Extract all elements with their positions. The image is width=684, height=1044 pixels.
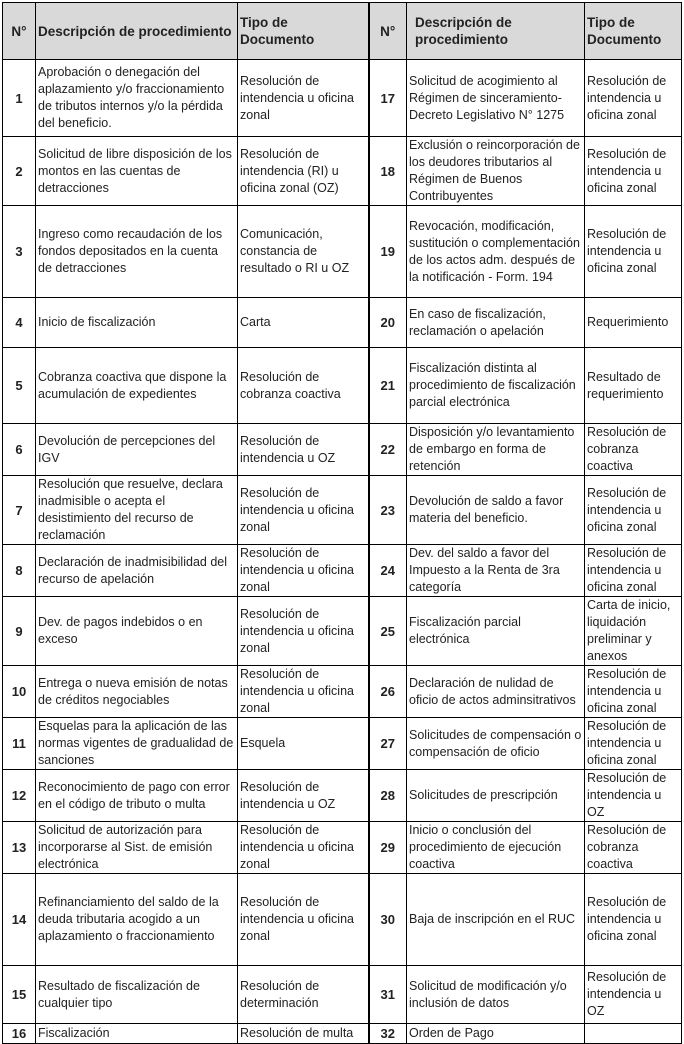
row-number: 4 <box>3 298 36 348</box>
header-number: N° <box>3 3 36 60</box>
row-document-type: Resolución de determinación <box>238 966 369 1024</box>
row-description: Reconocimiento de pago con error en el código de tributo o multa <box>36 770 238 822</box>
row-description-2: Fiscalización parcial electrónica <box>407 597 585 666</box>
table-row <box>3 1024 682 1044</box>
row-document-type-2: Resolución de intendencia u OZ <box>585 770 682 822</box>
row-document-type: Resolución de intendencia u oficina zonal <box>238 545 369 597</box>
row-description: Esquelas para la aplicación de las normas vigentes de gradualidad de sanciones <box>36 718 238 770</box>
row-number-2: 26 <box>369 666 407 718</box>
row-number-2: 19 <box>369 206 407 298</box>
row-description-2: Declaración de nulidad de oficio de actos adminsitrativos <box>407 666 585 718</box>
table-row <box>3 476 682 545</box>
row-description-2: Solicitud de modificación y/o inclusión de datos <box>407 966 585 1024</box>
row-number-2: 21 <box>369 348 407 424</box>
row-document-type-2: Requerimiento <box>585 298 682 348</box>
row-description: Dev. de pagos indebidos o en exceso <box>36 597 238 666</box>
row-description: Refinanciamiento del saldo de la deuda tributaria acogido a un aplazamiento o fraccionamiento <box>36 874 238 966</box>
row-number: 12 <box>3 770 36 822</box>
table-row <box>3 597 682 666</box>
row-document-type: Resolución de intendencia u oficina zonal <box>238 597 369 666</box>
row-description: Resolución que resuelve, declara inadmisible o acepta el desistimiento del recurso de reclamación <box>36 476 238 545</box>
row-document-type: Resolución de multa <box>238 1024 369 1044</box>
row-description-2: Solicitudes de compensación o compensación de oficio <box>407 718 585 770</box>
row-number: 13 <box>3 822 36 874</box>
row-description: Devolución de percepciones del IGV <box>36 424 238 476</box>
table-row <box>3 348 682 424</box>
row-number: 2 <box>3 137 36 206</box>
row-document-type-2: Resolución de intendencia u oficina zonal <box>585 137 682 206</box>
row-document-type-2: Resolución de cobranza coactiva <box>585 822 682 874</box>
row-description-2: Orden de Pago <box>407 1024 585 1044</box>
row-number-2: 32 <box>369 1024 407 1044</box>
row-document-type-2: Resolución de intendencia u oficina zonal <box>585 206 682 298</box>
header-row <box>3 3 682 60</box>
row-document-type: Resolución de cobranza coactiva <box>238 348 369 424</box>
header-document-type: Tipo de Documento <box>238 3 369 60</box>
header-description-2: Descripción de procedimiento <box>407 3 585 60</box>
row-number: 16 <box>3 1024 36 1044</box>
row-number-2: 22 <box>369 424 407 476</box>
table-row <box>3 298 682 348</box>
row-document-type: Resolución de intendencia u OZ <box>238 770 369 822</box>
row-description-2: Disposición y/o levantamiento de embargo en forma de retención <box>407 424 585 476</box>
row-number-2: 17 <box>369 60 407 137</box>
row-number-2: 31 <box>369 966 407 1024</box>
row-document-type-2: Resolución de intendencia u oficina zonal <box>585 874 682 966</box>
row-document-type-2 <box>585 1024 682 1044</box>
row-description-2: Revocación, modificación, sustitución o complementación de los actos adm. después de la notificación - Form. 194 <box>407 206 585 298</box>
row-number-2: 20 <box>369 298 407 348</box>
row-description: Cobranza coactiva que dispone la acumulación de expedientes <box>36 348 238 424</box>
row-description-2: En caso de fiscalización, reclamación o apelación <box>407 298 585 348</box>
row-description: Resultado de fiscalización de cualquier tipo <box>36 966 238 1024</box>
row-number: 6 <box>3 424 36 476</box>
row-document-type: Resolución de intendencia u oficina zonal <box>238 60 369 137</box>
row-description-2: Devolución de saldo a favor materia del beneficio. <box>407 476 585 545</box>
row-description-2: Solicitudes de prescripción <box>407 770 585 822</box>
row-number: 7 <box>3 476 36 545</box>
table-row <box>3 966 682 1024</box>
row-number-2: 25 <box>369 597 407 666</box>
row-description-2: Fiscalización distinta al procedimiento de fiscalización parcial electrónica <box>407 348 585 424</box>
row-document-type-2: Resolución de intendencia u oficina zonal <box>585 545 682 597</box>
row-document-type: Resolución de intendencia (RI) u oficina zonal (OZ) <box>238 137 369 206</box>
row-document-type: Resolución de intendencia u OZ <box>238 424 369 476</box>
table-row <box>3 718 682 770</box>
table-row <box>3 424 682 476</box>
table-row <box>3 874 682 966</box>
row-number-2: 18 <box>369 137 407 206</box>
row-document-type: Comunicación, constancia de resultado o RI u OZ <box>238 206 369 298</box>
row-document-type-2: Resultado de requerimiento <box>585 348 682 424</box>
row-document-type: Resolución de intendencia u oficina zonal <box>238 476 369 545</box>
row-document-type-2: Resolución de cobranza coactiva <box>585 424 682 476</box>
row-number: 14 <box>3 874 36 966</box>
row-description-2: Inicio o conclusión del procedimiento de ejecución coactiva <box>407 822 585 874</box>
row-description: Inicio de fiscalización <box>36 298 238 348</box>
table-row <box>3 60 682 137</box>
header-number-2: N° <box>369 3 407 60</box>
table-row <box>3 137 682 206</box>
row-number-2: 27 <box>369 718 407 770</box>
row-description: Fiscalización <box>36 1024 238 1044</box>
row-number: 5 <box>3 348 36 424</box>
row-number-2: 29 <box>369 822 407 874</box>
row-number-2: 30 <box>369 874 407 966</box>
row-description: Solicitud de libre disposición de los montos en las cuentas de detracciones <box>36 137 238 206</box>
row-document-type: Resolución de intendencia u oficina zonal <box>238 874 369 966</box>
row-document-type: Esquela <box>238 718 369 770</box>
table-row <box>3 666 682 718</box>
row-document-type: Carta <box>238 298 369 348</box>
row-document-type-2: Resolución de intendencia u OZ <box>585 966 682 1024</box>
table-row <box>3 545 682 597</box>
row-number: 8 <box>3 545 36 597</box>
row-document-type-2: Resolución de intendencia u oficina zonal <box>585 476 682 545</box>
row-document-type-2: Carta de inicio, liquidación preliminar y anexos <box>585 597 682 666</box>
row-description: Ingreso como recaudación de los fondos depositados en la cuenta de detracciones <box>36 206 238 298</box>
row-number: 11 <box>3 718 36 770</box>
row-description-2: Solicitud de acogimiento al Régimen de sinceramiento-Decreto Legislativo N° 1275 <box>407 60 585 137</box>
row-description: Aprobación o denegación del aplazamiento y/o fraccionamiento de tributos internos y/o la pérdida del beneficio. <box>36 60 238 137</box>
row-number: 9 <box>3 597 36 666</box>
row-number-2: 28 <box>369 770 407 822</box>
table-row <box>3 822 682 874</box>
row-description: Solicitud de autorización para incorporarse al Sist. de emisión electrónica <box>36 822 238 874</box>
row-number: 1 <box>3 60 36 137</box>
row-description: Declaración de inadmisibilidad del recurso de apelación <box>36 545 238 597</box>
row-description-2: Baja de inscripción en el RUC <box>407 874 585 966</box>
table-row <box>3 206 682 298</box>
row-number-2: 23 <box>369 476 407 545</box>
row-document-type-2: Resolución de intendencia u oficina zonal <box>585 60 682 137</box>
row-number-2: 24 <box>369 545 407 597</box>
procedures-table <box>2 2 682 1044</box>
row-number: 10 <box>3 666 36 718</box>
row-document-type-2: Resolución de intendencia u oficina zonal <box>585 666 682 718</box>
row-document-type: Resolución de intendencia u oficina zonal <box>238 666 369 718</box>
header-description: Descripción de procedimiento <box>36 3 238 60</box>
row-number: 15 <box>3 966 36 1024</box>
table-row <box>3 770 682 822</box>
row-document-type: Resolución de intendencia u oficina zonal <box>238 822 369 874</box>
header-document-type-2: Tipo de Documento <box>585 3 682 60</box>
row-number: 3 <box>3 206 36 298</box>
row-description: Entrega o nueva emisión de notas de créditos negociables <box>36 666 238 718</box>
row-description-2: Dev. del saldo a favor del Impuesto a la Renta de 3ra categoría <box>407 545 585 597</box>
row-description-2: Exclusión o reincorporación de los deudores tributarios al Régimen de Buenos Contribuyentes <box>407 137 585 206</box>
row-document-type-2: Resolución de intendencia u oficina zonal <box>585 718 682 770</box>
